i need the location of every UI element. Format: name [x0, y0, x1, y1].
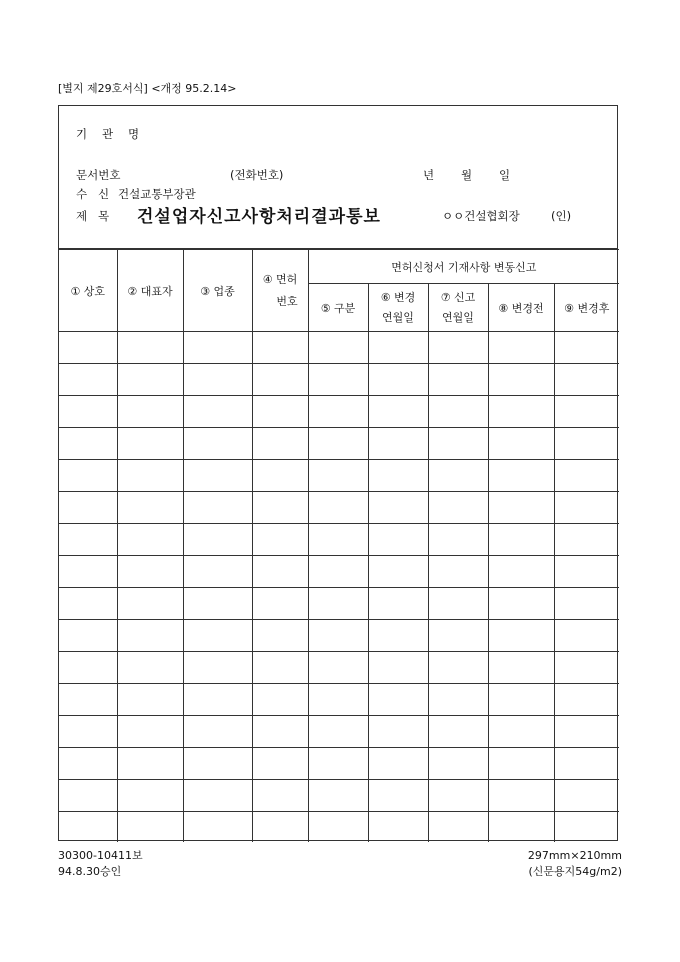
table-cell[interactable] [368, 780, 428, 812]
table-cell[interactable] [59, 556, 117, 588]
table-cell[interactable] [117, 428, 183, 460]
table-cell[interactable] [183, 780, 252, 812]
form-frame [58, 105, 618, 841]
table-cell[interactable] [117, 556, 183, 588]
table-cell[interactable] [308, 748, 368, 780]
table-cell[interactable] [368, 716, 428, 748]
table-cell[interactable] [308, 684, 368, 716]
col-header-license-number: ④ 면허 번호 [252, 250, 308, 332]
table-cell[interactable] [488, 620, 554, 652]
table-cell[interactable] [59, 748, 117, 780]
table-cell[interactable] [428, 652, 488, 684]
table-cell[interactable] [308, 428, 368, 460]
col-header-business-type: ③ 업종 [183, 250, 252, 332]
table-cell[interactable] [308, 716, 368, 748]
table-cell[interactable] [428, 396, 488, 428]
table-cell[interactable] [428, 524, 488, 556]
table-cell[interactable] [308, 460, 368, 492]
table-cell[interactable] [488, 684, 554, 716]
table-cell[interactable] [368, 364, 428, 396]
table-cell[interactable] [59, 684, 117, 716]
group-header-change-report: 면허신청서 기재사항 변동신고 [308, 250, 619, 284]
table-cell[interactable] [59, 492, 117, 524]
table-cell[interactable] [183, 460, 252, 492]
table-cell[interactable] [59, 812, 117, 842]
table-cell[interactable] [252, 748, 308, 780]
table-cell[interactable] [117, 684, 183, 716]
table-cell[interactable] [252, 556, 308, 588]
table-cell[interactable] [368, 428, 428, 460]
table-cell[interactable] [252, 652, 308, 684]
recipient-row: 수 신 건설교통부장관 [76, 187, 196, 201]
table-cell[interactable] [488, 716, 554, 748]
table-cell[interactable] [488, 652, 554, 684]
table-row [59, 684, 619, 716]
table-body [59, 332, 619, 842]
table-cell[interactable] [554, 652, 619, 684]
table-cell[interactable] [183, 812, 252, 842]
table-cell[interactable] [488, 492, 554, 524]
table-cell[interactable] [308, 396, 368, 428]
table-cell[interactable] [368, 332, 428, 364]
seal-mark: (인) [551, 209, 572, 223]
table-cell[interactable] [554, 812, 619, 842]
date-labels: 년 월 일 [423, 168, 511, 182]
table-cell[interactable] [428, 428, 488, 460]
table-cell[interactable] [183, 492, 252, 524]
table-cell[interactable] [488, 780, 554, 812]
table-cell[interactable] [252, 492, 308, 524]
table-cell[interactable] [428, 620, 488, 652]
phone-label: (전화번호) [230, 168, 284, 182]
table-cell[interactable] [488, 364, 554, 396]
table-cell[interactable] [252, 428, 308, 460]
table-cell[interactable] [554, 460, 619, 492]
table-cell[interactable] [183, 748, 252, 780]
table-row [59, 492, 619, 524]
table-cell[interactable] [59, 780, 117, 812]
table-cell[interactable] [117, 652, 183, 684]
table-cell[interactable] [308, 620, 368, 652]
col-header-after-change: ⑨ 변경후 [554, 284, 619, 332]
table-cell[interactable] [308, 332, 368, 364]
form-reference: [별지 제29호서식] <개정 95.2.14> [58, 82, 237, 95]
table-row [59, 652, 619, 684]
subject-label: 제 목 [76, 209, 110, 223]
table-cell[interactable] [183, 716, 252, 748]
table-cell[interactable] [252, 684, 308, 716]
table-cell[interactable] [554, 332, 619, 364]
table-cell[interactable] [183, 364, 252, 396]
table-row [59, 428, 619, 460]
table-cell[interactable] [252, 620, 308, 652]
table-cell[interactable] [59, 428, 117, 460]
table-cell[interactable] [488, 428, 554, 460]
table-cell[interactable] [252, 396, 308, 428]
table-cell[interactable] [252, 460, 308, 492]
sender-name: ㅇㅇ건설협회장 [442, 209, 520, 223]
table-cell[interactable] [368, 396, 428, 428]
table-cell[interactable] [59, 652, 117, 684]
report-table [59, 249, 619, 842]
table-cell[interactable] [308, 492, 368, 524]
table-cell[interactable] [554, 396, 619, 428]
table-cell[interactable] [368, 812, 428, 842]
table-cell[interactable] [308, 524, 368, 556]
agency-label: 기 관 명 [76, 127, 140, 141]
table-cell[interactable] [554, 364, 619, 396]
table-cell[interactable] [428, 588, 488, 620]
table-cell[interactable] [117, 748, 183, 780]
table-cell[interactable] [183, 556, 252, 588]
table-cell[interactable] [117, 780, 183, 812]
table-cell[interactable] [428, 748, 488, 780]
table-cell[interactable] [554, 492, 619, 524]
table-row [59, 524, 619, 556]
col-header-before-change: ⑧ 변경전 [488, 284, 554, 332]
table-row [59, 620, 619, 652]
table-cell[interactable] [117, 588, 183, 620]
table-cell[interactable] [428, 780, 488, 812]
table-cell[interactable] [554, 748, 619, 780]
table-row [59, 748, 619, 780]
table-cell[interactable] [59, 524, 117, 556]
table-cell[interactable] [368, 684, 428, 716]
table-cell[interactable] [488, 556, 554, 588]
table-cell[interactable] [368, 652, 428, 684]
footer-paper-spec: 297mm×210mm (신문용지54g/m2) [527, 849, 622, 878]
table-row [59, 556, 619, 588]
table-cell[interactable] [428, 460, 488, 492]
subject-value: 건설업자신고사항처리결과통보 [137, 207, 381, 227]
table-cell[interactable] [554, 716, 619, 748]
table-cell[interactable] [59, 588, 117, 620]
table-cell[interactable] [308, 780, 368, 812]
table-cell[interactable] [117, 364, 183, 396]
table-cell[interactable] [488, 588, 554, 620]
table-cell[interactable] [308, 812, 368, 842]
table-cell[interactable] [252, 812, 308, 842]
form-header [59, 106, 617, 249]
col-header-category: ⑤ 구분 [308, 284, 368, 332]
footer-approval: 30300-10411보 94.8.30승인 [58, 849, 143, 878]
table-cell[interactable] [183, 332, 252, 364]
table-row [59, 780, 619, 812]
table-cell[interactable] [368, 588, 428, 620]
table-cell[interactable] [554, 780, 619, 812]
table-cell[interactable] [368, 748, 428, 780]
table-cell[interactable] [252, 524, 308, 556]
table-cell[interactable] [308, 652, 368, 684]
table-row [59, 460, 619, 492]
table-cell[interactable] [183, 524, 252, 556]
table-cell[interactable] [183, 396, 252, 428]
table-cell[interactable] [117, 492, 183, 524]
table-cell[interactable] [428, 492, 488, 524]
table-cell[interactable] [308, 364, 368, 396]
table-cell[interactable] [117, 716, 183, 748]
table-cell[interactable] [488, 460, 554, 492]
table-cell[interactable] [428, 556, 488, 588]
table-cell[interactable] [59, 716, 117, 748]
table-cell[interactable] [428, 716, 488, 748]
table-cell[interactable] [554, 684, 619, 716]
table-cell[interactable] [183, 652, 252, 684]
table-cell[interactable] [488, 396, 554, 428]
table-cell[interactable] [488, 524, 554, 556]
table-row [59, 396, 619, 428]
table-cell[interactable] [117, 460, 183, 492]
table-cell[interactable] [117, 524, 183, 556]
table-cell[interactable] [554, 588, 619, 620]
table-cell[interactable] [59, 460, 117, 492]
table-cell[interactable] [554, 524, 619, 556]
table-cell[interactable] [368, 556, 428, 588]
table-cell[interactable] [368, 620, 428, 652]
table-cell[interactable] [183, 684, 252, 716]
table-cell[interactable] [59, 620, 117, 652]
table-cell[interactable] [252, 716, 308, 748]
col-header-representative: ② 대표자 [117, 250, 183, 332]
table-cell[interactable] [308, 588, 368, 620]
table-row [59, 364, 619, 396]
table-cell[interactable] [183, 620, 252, 652]
table-cell[interactable] [59, 396, 117, 428]
table-cell[interactable] [117, 332, 183, 364]
table-row [59, 812, 619, 842]
table-cell[interactable] [117, 396, 183, 428]
table-cell[interactable] [252, 780, 308, 812]
table-cell[interactable] [368, 524, 428, 556]
table-cell[interactable] [428, 684, 488, 716]
table-cell[interactable] [252, 588, 308, 620]
table-cell[interactable] [183, 428, 252, 460]
table-cell[interactable] [183, 588, 252, 620]
table-cell[interactable] [488, 748, 554, 780]
table-row [59, 588, 619, 620]
table-cell[interactable] [252, 364, 308, 396]
table-cell[interactable] [117, 620, 183, 652]
table-cell[interactable] [428, 332, 488, 364]
table-cell[interactable] [488, 812, 554, 842]
table-cell[interactable] [368, 460, 428, 492]
col-header-report-date: ⑦ 신고 연월일 [428, 284, 488, 332]
table-cell[interactable] [428, 364, 488, 396]
table-cell[interactable] [554, 556, 619, 588]
table-row [59, 716, 619, 748]
table-cell[interactable] [252, 332, 308, 364]
table-cell[interactable] [59, 332, 117, 364]
table-cell[interactable] [554, 620, 619, 652]
table-cell[interactable] [308, 556, 368, 588]
table-cell[interactable] [488, 332, 554, 364]
table-cell[interactable] [59, 364, 117, 396]
table-cell[interactable] [368, 492, 428, 524]
doc-number-label: 문서번호 [76, 168, 121, 182]
table-cell[interactable] [428, 812, 488, 842]
col-header-change-date: ⑥ 변경 연월일 [368, 284, 428, 332]
recipient-value: 건설교통부장관 [118, 187, 196, 201]
table-cell[interactable] [554, 428, 619, 460]
table-cell[interactable] [117, 812, 183, 842]
table-row [59, 332, 619, 364]
col-header-trade-name: ① 상호 [59, 250, 117, 332]
